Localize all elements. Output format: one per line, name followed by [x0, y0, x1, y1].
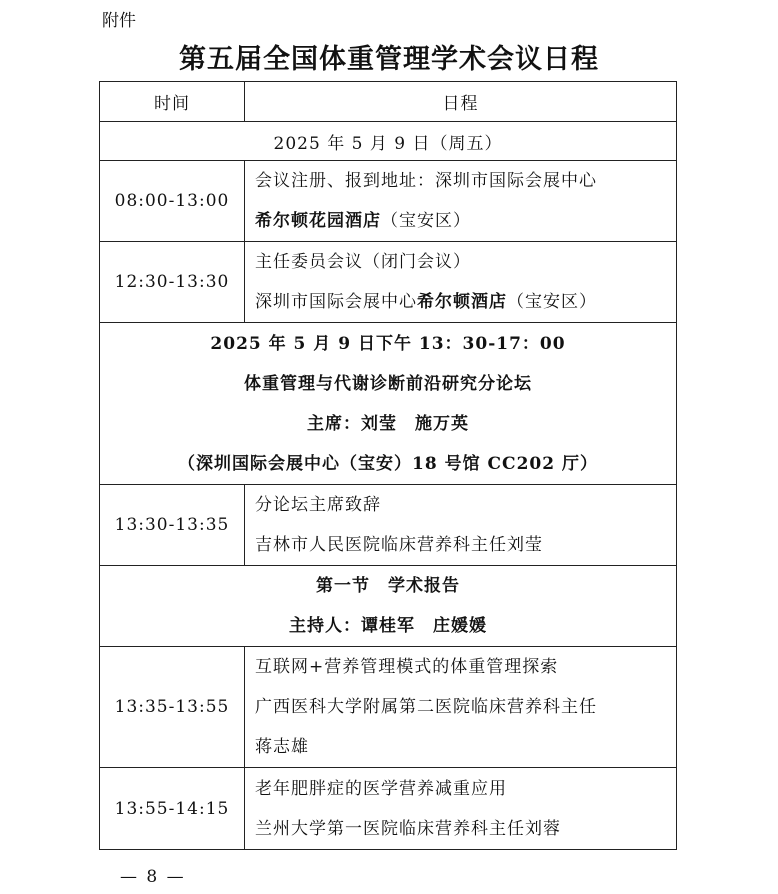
section-cell	[100, 566, 677, 647]
forum-time: 2025 年 5 月 9 日下午 13：30-17：00	[210, 333, 566, 354]
schedule-line: 主任委员会议（闭门会议）	[255, 252, 471, 272]
schedule-line: 分论坛主席致辞	[255, 495, 381, 515]
page-number: — 8 —	[120, 867, 186, 887]
hotel-name: 希尔顿花园酒店	[255, 211, 381, 231]
speaker-affiliation: 广西医科大学附属第二医院临床营养科主任	[255, 697, 597, 717]
venue-text: 深圳市国际会展中心	[255, 292, 417, 312]
table-row	[100, 161, 677, 242]
section-row	[100, 566, 677, 647]
time-cell: 13:55-14:15	[100, 768, 245, 850]
forum-venue: （深圳国际会展中心（宝安）18 号馆 CC202 厅）	[178, 453, 598, 474]
schedule-line	[255, 201, 676, 241]
table-row	[100, 768, 677, 850]
date-cell: 2025 年 5 月 9 日（周五）	[100, 122, 677, 161]
forum-chairs: 主席：刘莹 施万英	[307, 413, 469, 434]
forum-name: 体重管理与代谢诊断前沿研究分论坛	[244, 373, 532, 394]
time-cell: 13:35-13:55	[100, 647, 245, 768]
header-time: 时间	[100, 82, 245, 122]
hotel-name: 希尔顿酒店	[417, 292, 507, 312]
forum-cell	[100, 323, 677, 485]
section-host: 主持人：谭桂军 庄媛媛	[289, 616, 487, 636]
schedule-table	[99, 81, 677, 850]
schedule-line: 吉林市人民医院临床营养科主任刘莹	[255, 535, 543, 555]
forum-block-row	[100, 323, 677, 485]
talk-title: 互联网+营养管理模式的体重管理探索	[255, 657, 559, 677]
table-row	[100, 485, 677, 566]
table-row	[100, 242, 677, 323]
page-title: 第五届全国体重管理学术会议日程	[179, 44, 599, 75]
date-row	[100, 122, 677, 161]
table-row	[100, 647, 677, 768]
schedule-line	[255, 282, 676, 322]
table-header-row	[100, 82, 677, 122]
speaker-affiliation: 兰州大学第一医院临床营养科主任刘蓉	[255, 818, 561, 839]
attachment-label: 附件	[102, 11, 136, 31]
speaker-name: 蒋志雄	[255, 737, 309, 757]
schedule-cell	[245, 485, 677, 566]
header-schedule: 日程	[245, 82, 677, 122]
schedule-cell	[245, 768, 677, 850]
time-cell: 12:30-13:30	[100, 242, 245, 323]
talk-title: 老年肥胖症的医学营养减重应用	[255, 778, 507, 799]
schedule-line: 会议注册、报到地址：深圳市国际会展中心	[255, 171, 597, 191]
section-title: 第一节 学术报告	[316, 576, 460, 596]
district-text: （宝安区）	[507, 292, 597, 312]
schedule-cell	[245, 647, 677, 768]
schedule-cell	[245, 161, 677, 242]
time-cell: 13:30-13:35	[100, 485, 245, 566]
district-text: （宝安区）	[381, 211, 471, 231]
schedule-cell	[245, 242, 677, 323]
time-cell: 08:00-13:00	[100, 161, 245, 242]
